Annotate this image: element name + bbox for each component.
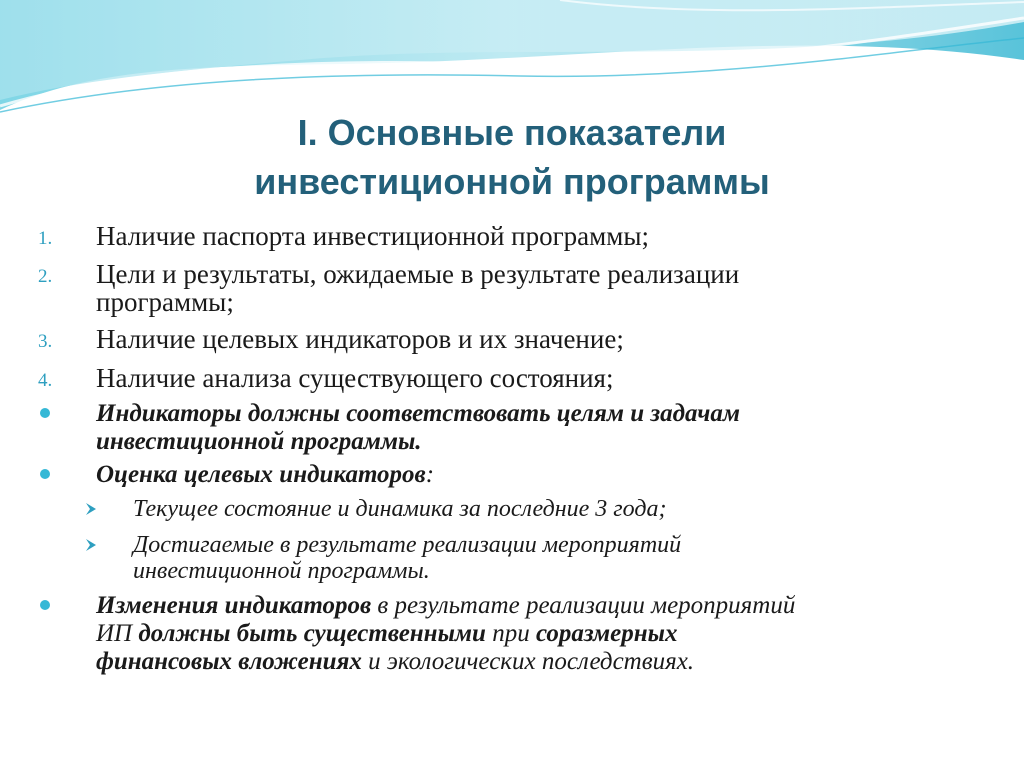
slide-title-line-2: инвестиционной программы xyxy=(254,161,770,202)
sub-list-item-text: Текущее состояние и динамика за последние 3 года; xyxy=(133,496,667,522)
bullet-text-line-2: инвестиционной программы. xyxy=(96,428,422,455)
list-item-text-line-2: программы; xyxy=(96,287,234,317)
bullet-dot-icon xyxy=(40,469,50,479)
list-number: 4. xyxy=(38,370,53,391)
bullet-dot-icon xyxy=(40,408,50,418)
list-number: 2. xyxy=(38,266,53,287)
arrow-bullet-icon xyxy=(82,535,102,555)
bullet-text-line-2: ИП должны быть существенными при соразмерных xyxy=(96,620,678,647)
arrow-bullet-icon xyxy=(82,499,102,519)
slide-title-line-1: I. Основные показатели xyxy=(297,112,727,153)
list-item-text: Наличие анализа существующего состояния; xyxy=(96,363,614,393)
bullet-dot-icon xyxy=(40,600,50,610)
list-item-text: Наличие целевых индикаторов и их значение; xyxy=(96,324,624,354)
bullet-text-line-3: финансовых вложениях и экологических последствиях. xyxy=(96,648,695,675)
list-item-text: Наличие паспорта инвестиционной программы; xyxy=(96,221,649,251)
list-item-text-line-1: Цели и результаты, ожидаемые в результате реализации xyxy=(96,259,740,289)
sub-list-item-text-line-2: инвестиционной программы. xyxy=(133,558,430,584)
list-number: 1. xyxy=(38,228,53,249)
bullet-text: Оценка целевых индикаторов: xyxy=(96,461,435,488)
list-number: 3. xyxy=(38,331,53,352)
bullet-text-line-1: Изменения индикаторов в результате реализации мероприятий xyxy=(96,592,796,619)
bullet-text-line-1: Индикаторы должны соответствовать целям и задачам xyxy=(96,400,740,427)
sub-list-item-text-line-1: Достигаемые в результате реализации мероприятий xyxy=(133,532,682,558)
